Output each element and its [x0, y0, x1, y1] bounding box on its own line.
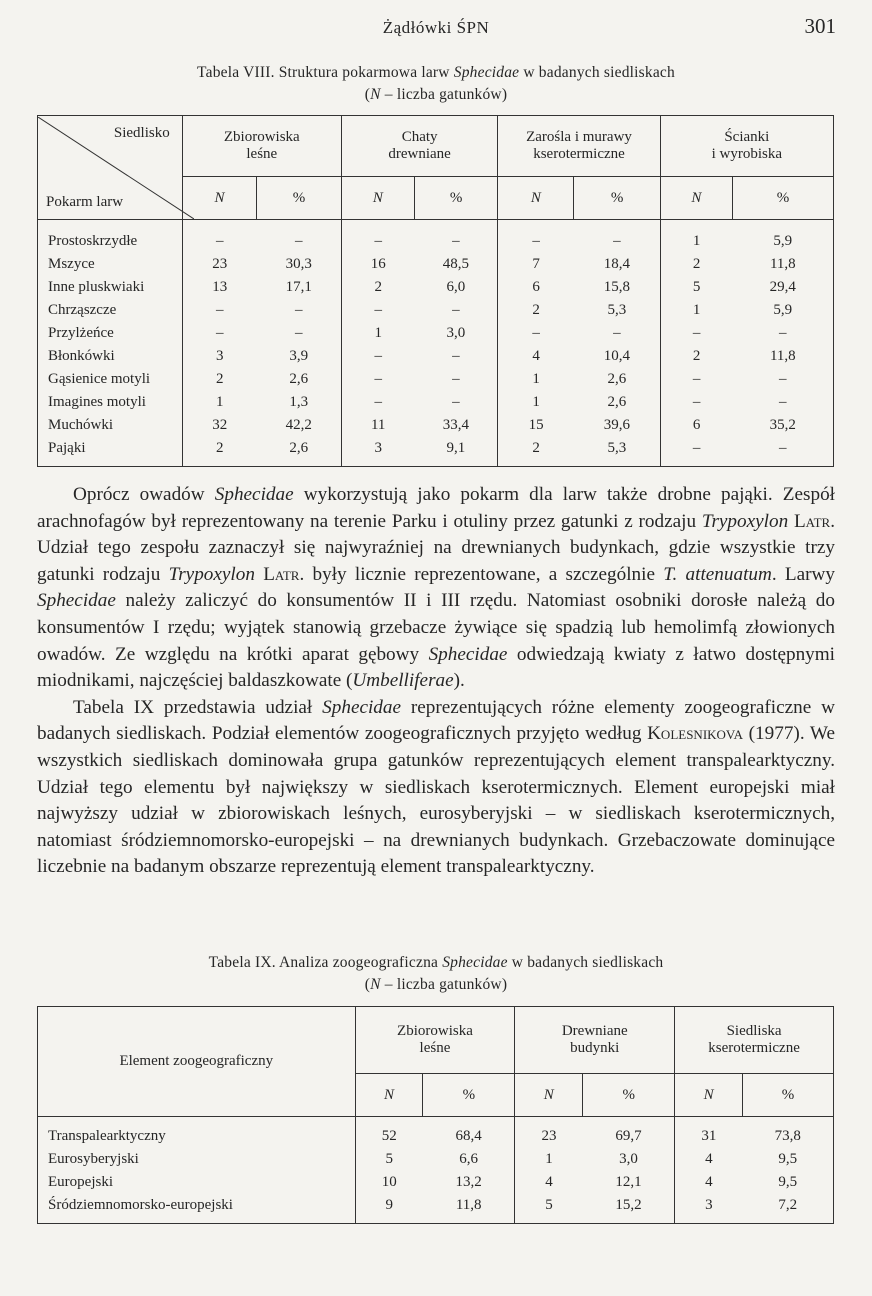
table8-corner-top: Siedlisko	[113, 124, 170, 141]
cell-pct: –	[295, 233, 303, 249]
table9-col-pct: %	[743, 1074, 834, 1117]
table9-caption-taxon: Sphecidae	[442, 954, 508, 971]
table8-caption-suffix: w badanych siedliskach	[523, 64, 675, 81]
cell-pct: 2,6	[607, 394, 627, 410]
row-label: Europejski	[48, 1174, 113, 1190]
cell-pct: 7,2	[778, 1197, 798, 1213]
cell-pct: 2,6	[289, 440, 309, 456]
cell-pct: 73,8	[774, 1128, 801, 1144]
cell-pct: 2,6	[289, 371, 309, 387]
table8-caption	[0, 62, 872, 106]
table9-caption	[0, 952, 872, 996]
table8-corner-bottom: Pokarm larw	[46, 193, 124, 210]
row-label: Imagines motyli	[48, 394, 146, 410]
cell-n: 7	[498, 253, 574, 276]
table8-caption-note-rest: – liczba gatunków)	[384, 86, 508, 103]
cell-pct: –	[452, 302, 460, 318]
cell-n: 23	[182, 253, 256, 276]
table-row	[38, 322, 834, 345]
table-row	[38, 368, 834, 391]
cell-n: 4	[675, 1171, 743, 1194]
table8-corner-cell	[38, 116, 183, 220]
cell-n: 1	[182, 391, 256, 414]
cell-pct: 68,4	[455, 1128, 482, 1144]
table9-col-pct: %	[423, 1074, 515, 1117]
cell-pct: 39,6	[603, 417, 630, 433]
cell-n: –	[660, 368, 732, 391]
table9-col-n: N	[515, 1074, 583, 1117]
table9-caption-prefix: Tabela IX. Analiza zoogeograficzna	[208, 954, 439, 971]
cell-n: 2	[660, 253, 732, 276]
cell-pct: –	[779, 440, 787, 456]
table9-habitat-0: Zbiorowiska leśne	[355, 1007, 515, 1074]
cell-n: 2	[498, 437, 574, 467]
cell-n: 6	[498, 276, 574, 299]
cell-n: 52	[355, 1117, 423, 1149]
table-row	[38, 437, 834, 467]
cell-pct: 35,2	[769, 417, 796, 433]
cell-n: 15	[498, 414, 574, 437]
table-row	[38, 1148, 834, 1171]
table9-caption-note: (N – liczba gatunków)	[364, 976, 508, 993]
cell-n: 4	[498, 345, 574, 368]
table9-col-n: N	[355, 1074, 423, 1117]
cell-pct: 6,0	[446, 279, 466, 295]
cell-n: 2	[660, 345, 732, 368]
body-text	[37, 482, 835, 881]
cell-pct: 48,5	[442, 256, 470, 272]
cell-pct: –	[452, 371, 460, 387]
row-label: Prostoskrzydłe	[48, 233, 138, 249]
cell-n: –	[660, 322, 732, 345]
cell-pct: –	[613, 233, 621, 249]
table-row	[38, 220, 834, 254]
cell-pct: –	[295, 325, 303, 341]
row-label: Chrząszcze	[48, 302, 117, 318]
cell-n: –	[660, 437, 732, 467]
table-row	[38, 1171, 834, 1194]
cell-n: –	[660, 391, 732, 414]
table9-caption-note-n: N	[370, 976, 381, 993]
cell-pct: 18,4	[603, 256, 630, 272]
cell-n: 13	[182, 276, 256, 299]
cell-pct: 69,7	[615, 1128, 642, 1144]
page-header	[0, 14, 872, 44]
cell-n: 31	[675, 1117, 743, 1149]
table9-caption-note-rest: – liczba gatunków)	[384, 976, 508, 993]
cell-n: –	[182, 299, 256, 322]
table8-habitat-2: Zarośla i murawy kserotermiczne	[498, 116, 660, 177]
table8-col-pct: %	[415, 177, 498, 220]
cell-pct: –	[779, 325, 787, 341]
cell-n: 3	[182, 345, 256, 368]
table8-col-n: N	[660, 177, 732, 220]
cell-pct: 30,3	[285, 256, 312, 272]
cell-n: 3	[675, 1194, 743, 1224]
cell-n: 1	[498, 391, 574, 414]
table-row	[38, 253, 834, 276]
cell-pct: 15,2	[615, 1197, 642, 1213]
page-number: 301	[804, 14, 836, 38]
table-row	[38, 1194, 834, 1224]
cell-n: 2	[341, 276, 414, 299]
table8-col-pct: %	[574, 177, 660, 220]
table-row	[38, 414, 834, 437]
cell-pct: –	[452, 348, 460, 364]
table8-col-pct: %	[257, 177, 342, 220]
table-row	[38, 391, 834, 414]
table8-habitat-1: Chaty drewniane	[341, 116, 497, 177]
row-label: Mszyce	[48, 256, 95, 272]
table-row	[38, 299, 834, 322]
cell-pct: 11,8	[769, 348, 796, 364]
row-label: Gąsienice motyli	[48, 371, 151, 387]
table8-col-n: N	[341, 177, 414, 220]
cell-pct: 5,3	[607, 440, 627, 456]
cell-n: 10	[355, 1171, 423, 1194]
cell-pct: 29,4	[769, 279, 796, 295]
cell-pct: 13,2	[455, 1174, 482, 1190]
cell-n: 4	[675, 1148, 743, 1171]
table9-col-n: N	[675, 1074, 743, 1117]
cell-n: 1	[660, 299, 732, 322]
table8-habitat-3: Ścianki i wyrobiska	[660, 116, 833, 177]
cell-n: 11	[341, 414, 414, 437]
table9-habitat-2: Siedliska kserotermiczne	[675, 1007, 834, 1074]
cell-pct: 6,6	[459, 1151, 479, 1167]
cell-n: 5	[515, 1194, 583, 1224]
cell-n: –	[182, 220, 256, 254]
cell-pct: –	[452, 233, 460, 249]
table-row	[38, 276, 834, 299]
table8-caption-prefix: Tabela VIII. Struktura pokarmowa larw	[197, 64, 450, 81]
cell-pct: 12,1	[615, 1174, 642, 1190]
cell-pct: 5,3	[607, 302, 627, 318]
cell-pct: 15,8	[603, 279, 630, 295]
row-label: Pająki	[48, 440, 86, 456]
cell-n: 2	[182, 368, 256, 391]
table8-caption-note: (N – liczba gatunków)	[364, 86, 508, 103]
cell-n: 5	[660, 276, 732, 299]
row-label: Błonkówki	[48, 348, 115, 364]
cell-pct: 2,6	[607, 371, 627, 387]
cell-n: 16	[341, 253, 414, 276]
table9-habitat-1: Drewniane budynki	[515, 1007, 675, 1074]
table8	[37, 115, 834, 467]
cell-pct: 42,2	[285, 417, 312, 433]
table8-habitat-0: Zbiorowiska leśne	[182, 116, 341, 177]
row-label: Eurosyberyjski	[48, 1151, 139, 1167]
row-label: Przylżeńce	[48, 325, 114, 341]
cell-n: 1	[341, 322, 414, 345]
cell-n: 2	[182, 437, 256, 467]
cell-n: –	[341, 368, 414, 391]
cell-pct: –	[452, 394, 460, 410]
row-label: Muchówki	[48, 417, 113, 433]
cell-pct: 17,1	[285, 279, 312, 295]
cell-n: 1	[498, 368, 574, 391]
cell-pct: 33,4	[442, 417, 470, 433]
cell-n: 5	[355, 1148, 423, 1171]
table9	[37, 1006, 834, 1224]
cell-pct: 5,9	[773, 233, 793, 249]
cell-n: 1	[515, 1148, 583, 1171]
table8-col-n: N	[182, 177, 256, 220]
cell-n: 2	[498, 299, 574, 322]
table9-first-col-header: Element zoogeograficzny	[38, 1007, 356, 1117]
cell-n: –	[341, 345, 414, 368]
cell-n: 23	[515, 1117, 583, 1149]
row-label: Transpalearktyczny	[48, 1128, 166, 1144]
cell-n: 4	[515, 1171, 583, 1194]
cell-n: 1	[660, 220, 732, 254]
cell-pct: –	[779, 371, 787, 387]
cell-pct: 11,8	[769, 256, 796, 272]
table8-col-n: N	[498, 177, 574, 220]
table8-caption-note-n: N	[370, 86, 381, 103]
cell-pct: 9,5	[778, 1174, 798, 1190]
row-label: Inne pluskwiaki	[48, 279, 145, 295]
paragraph-2: Tabela IX przedstawia udział Sphecidae reprezentujących różne elementy zoogeograficzne w badanych siedliskach. Podział elementów zoogeograficznych przyjęto według Kolesnikova (1977). We wszystkich siedliskach dominowała grupa gatunków reprezentujących element transpalearktyczny. Udział tego elementu był największy w siedliskach kserotermicznych. Element europejski miał najwyższy udział w zbiorowiskach leśnych, eurosyberyjski – w siedliskach kserotermicznych, natomiast śródziemnomorsko-europejski – na drewnianych budynkach. Grzebaczowate dominujące liczebnie na badanym obszarze reprezentują element transpalearktyczny.	[37, 696, 836, 878]
cell-pct: 10,4	[603, 348, 630, 364]
cell-pct: 11,8	[455, 1197, 482, 1213]
table-row	[38, 1117, 834, 1149]
table9-col-pct: %	[583, 1074, 675, 1117]
table9-caption-suffix: w badanych siedliskach	[511, 954, 664, 971]
cell-pct: 9,1	[446, 440, 466, 456]
cell-n: 3	[341, 437, 414, 467]
cell-pct: –	[613, 325, 621, 341]
cell-n: –	[182, 322, 256, 345]
cell-n: –	[341, 299, 414, 322]
cell-pct: 3,9	[289, 348, 309, 364]
cell-pct: 9,5	[778, 1151, 798, 1167]
cell-n: –	[341, 220, 414, 254]
table8-col-pct: %	[733, 177, 834, 220]
cell-n: –	[341, 391, 414, 414]
cell-pct: –	[779, 394, 787, 410]
cell-pct: 3,0	[619, 1151, 638, 1167]
running-title: Żądłówki ŚPN	[382, 18, 490, 37]
cell-n: –	[498, 322, 574, 345]
cell-pct: 1,3	[289, 394, 309, 410]
paragraph-1: Oprócz owadów Sphecidae wykorzystują jako pokarm dla larw także drobne pająki. Zespół arachnofagów był reprezentowany na terenie Parku i otuliny przez gatunki z rodzaju Trypoxylon Latr. Udział tego zespołu zaznaczył się najwyraźniej na drewnianych budynkach, gdzie wszystkie trzy gatunki rodzaju Trypoxylon Latr. były licznie reprezentowane, a szczególnie T. attenuatum. Larwy Sphecidae należy zaliczyć do konsumentów II i III rzędu. Natomiast osobniki dorosłe należą do konsumentów I rzędu; wyjątek stanowią grzebacze żywiące się spadzią lub hemolimfą złowionych owadów. Ze względu na krótki aparat gębowy Sphecidae odwiedzają kwiaty z łatwo dostępnymi miodnikami, najczęściej baldaszkowate (Umbelliferae).	[37, 484, 836, 692]
table8-caption-taxon: Sphecidae	[453, 64, 520, 81]
table-row	[38, 345, 834, 368]
cell-n: –	[498, 220, 574, 254]
cell-pct: –	[295, 302, 303, 318]
cell-pct: 5,9	[773, 302, 793, 318]
cell-n: 9	[355, 1194, 423, 1224]
cell-n: 32	[182, 414, 256, 437]
cell-n: 6	[660, 414, 732, 437]
row-label: Śródziemnomorsko-europejski	[48, 1197, 233, 1213]
cell-pct: 3,0	[446, 325, 466, 341]
